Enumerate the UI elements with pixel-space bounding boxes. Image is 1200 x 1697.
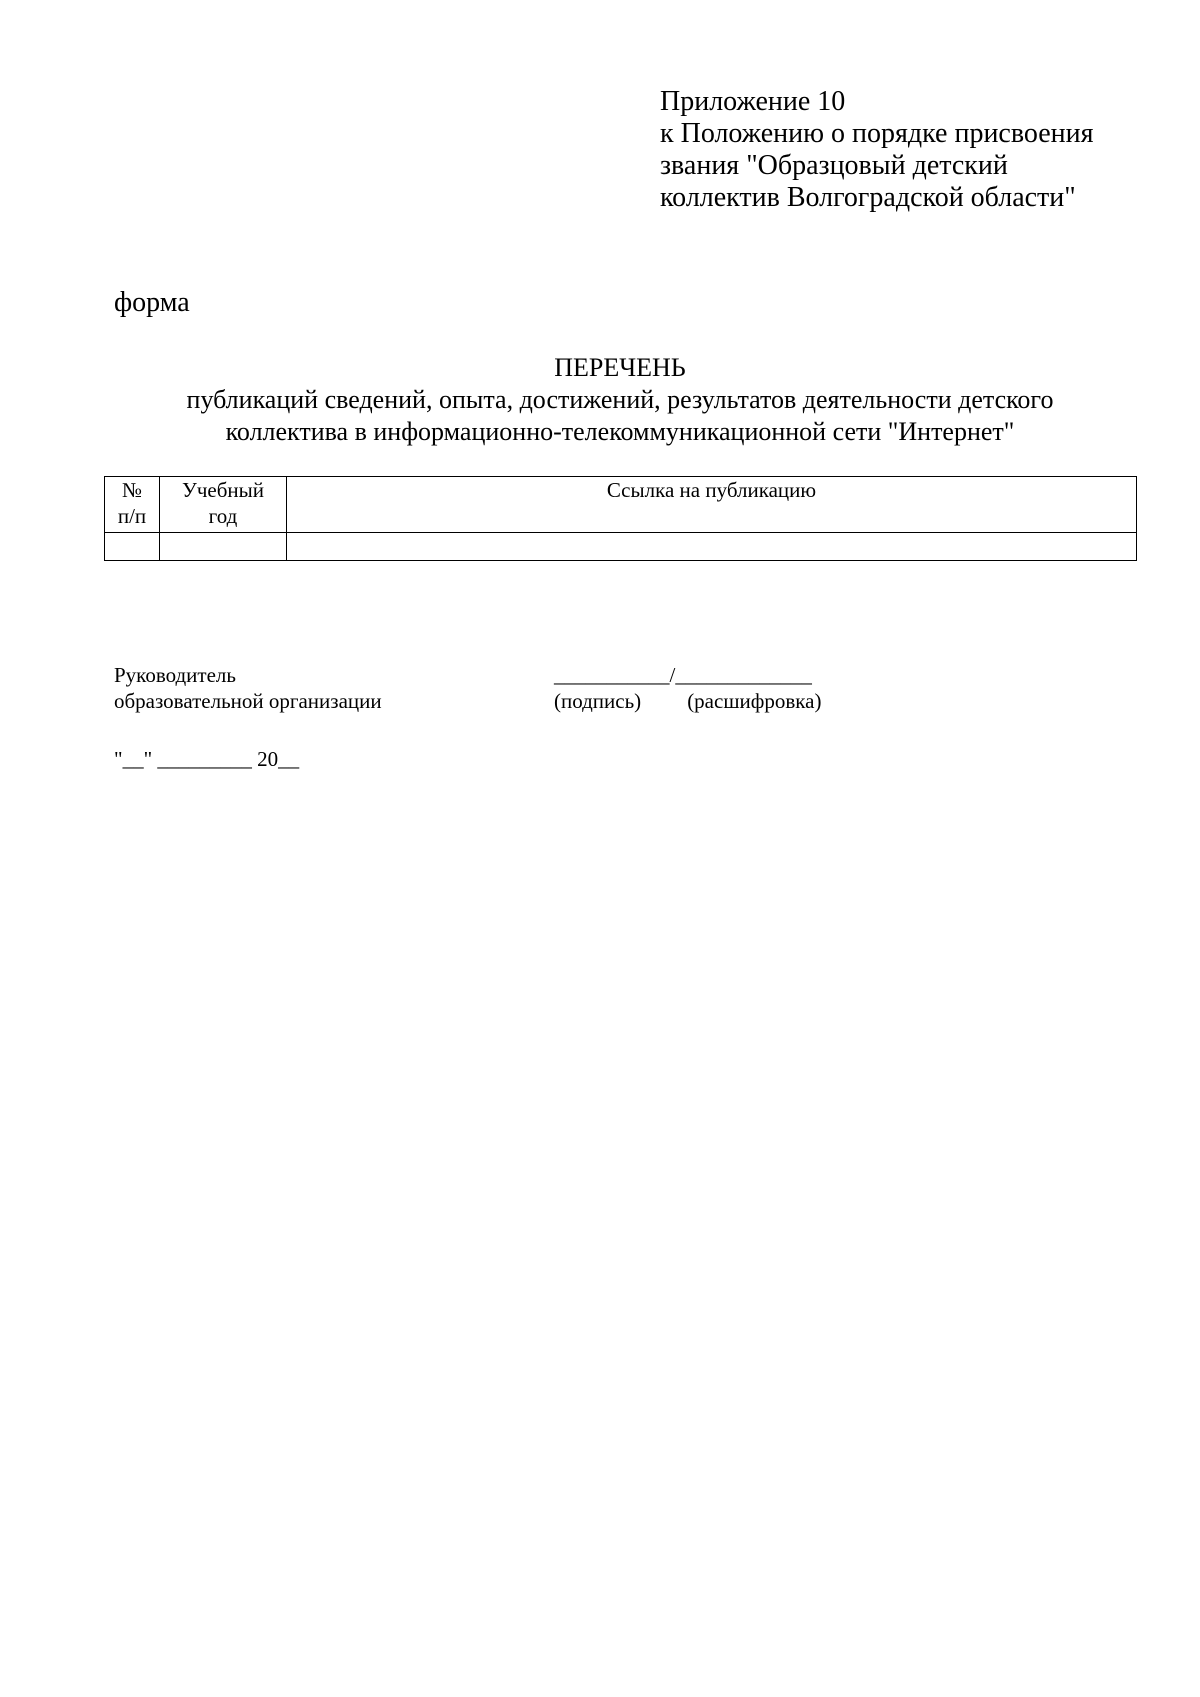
table-cell-link[interactable] [287, 533, 1137, 561]
appendix-line-3: звания "Образцовый детский [660, 150, 1008, 181]
header-publication-link [287, 477, 1137, 533]
header-link-label: Ссылка на публикацию [606, 478, 817, 502]
signatory-title [114, 662, 382, 714]
header-year-line-1: Учебный [181, 478, 265, 502]
appendix-line-4: коллектив Волгоградской области" [660, 182, 1076, 213]
header-number-line-1: № [121, 478, 143, 502]
title-line-1: публикаций сведений, опыта, достижений, результатов деятельности детского [186, 385, 1054, 414]
appendix-header [660, 86, 1094, 214]
signature-captions [554, 688, 821, 714]
table-row [105, 533, 1137, 561]
header-year-line-2: год [208, 504, 238, 528]
table-header-row [105, 477, 1137, 533]
appendix-line-1: Приложение 10 [660, 86, 846, 117]
title-heading: ПЕРЕЧЕНЬ [554, 353, 686, 382]
caption-decoding: (расшифровка) [687, 689, 822, 713]
title-line-2: коллектива в информационно-телекоммуникационной сети "Интернет" [225, 417, 1015, 446]
header-number-line-2: п/п [117, 504, 147, 528]
signature-fill-lines[interactable]: ___________/_____________ [554, 663, 812, 687]
form-label: форма [114, 287, 190, 318]
signature-block [114, 662, 1014, 722]
table-cell-year[interactable] [160, 533, 287, 561]
caption-signature: (подпись) [554, 689, 642, 713]
header-academic-year [160, 477, 287, 533]
signatory-title-line-2: образовательной организации [114, 689, 382, 713]
header-number [105, 477, 160, 533]
publications-table [104, 476, 1137, 561]
signatory-title-line-1: Руководитель [114, 663, 236, 687]
date-fill-line[interactable]: "__" _________ 20__ [114, 747, 300, 771]
document-title [104, 352, 1136, 448]
table-cell-number[interactable] [105, 533, 160, 561]
appendix-line-2: к Положению о порядке присвоения [660, 118, 1094, 149]
